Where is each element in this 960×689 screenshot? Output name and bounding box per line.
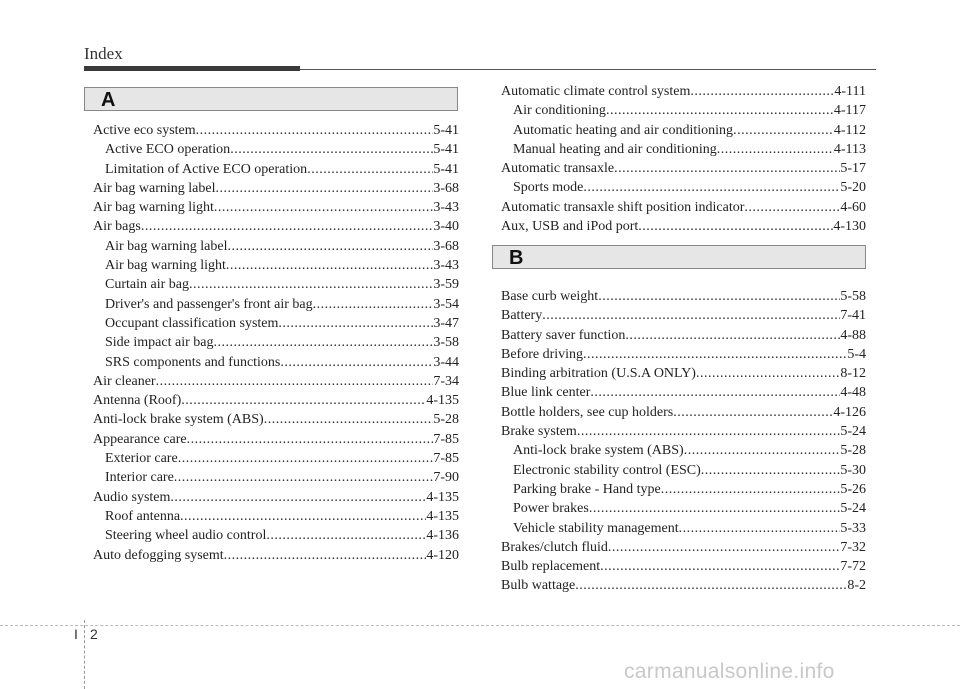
- index-entry: [501, 198, 866, 217]
- entry-page: 5-28: [840, 443, 866, 459]
- dot-leader: [313, 295, 434, 314]
- entry-text: Active ECO operation: [105, 142, 231, 158]
- dot-leader: [744, 198, 840, 217]
- entry-text: Air bag warning light: [93, 200, 214, 216]
- entry-text: Electronic stability control (ESC): [513, 462, 701, 478]
- dot-leader: [156, 372, 434, 391]
- index-entry: [501, 538, 866, 557]
- dot-leader: [684, 441, 841, 460]
- section-header-b: [492, 245, 866, 269]
- dot-leader: [542, 306, 840, 325]
- index-subentry: [93, 507, 459, 526]
- entry-page: 8-2: [847, 578, 866, 594]
- entry-text: Parking brake - Hand type: [513, 481, 661, 497]
- entry-page: 4-111: [834, 84, 866, 99]
- entry-text: Power brakes: [513, 501, 589, 517]
- dot-leader: [224, 546, 427, 565]
- index-entry: [501, 576, 866, 595]
- dot-leader: [170, 488, 426, 507]
- entry-page: 5-41: [433, 123, 459, 138]
- index-subentry: [501, 140, 866, 159]
- dot-leader: [280, 353, 433, 372]
- dot-leader: [590, 383, 840, 402]
- dot-leader: [625, 326, 840, 345]
- entry-page: 5-33: [840, 520, 866, 536]
- dot-leader: [701, 461, 841, 480]
- index-entry: [93, 410, 459, 429]
- index-subentry: [93, 333, 459, 352]
- entry-page: 7-72: [840, 559, 866, 575]
- entry-page: 5-24: [840, 424, 866, 440]
- index-subentry: [93, 140, 459, 159]
- entry-text: Bottle holders, see cup holders: [501, 404, 674, 420]
- index-entry: [93, 179, 459, 198]
- entry-text: Air conditioning: [513, 103, 606, 119]
- entry-text: Side impact air bag: [105, 335, 214, 351]
- entry-page: 4-136: [426, 528, 459, 544]
- dot-leader: [187, 430, 434, 449]
- entry-page: 5-20: [840, 180, 866, 196]
- index-subentry: [93, 256, 459, 275]
- index-entry: [501, 217, 866, 236]
- index-entry: [501, 287, 866, 306]
- entry-text: Audio system: [93, 489, 171, 505]
- dot-leader: [307, 160, 433, 179]
- index-column-right-b: [501, 287, 866, 596]
- index-entry: [93, 217, 459, 236]
- dot-leader: [733, 121, 834, 140]
- index-column-left: [93, 121, 459, 565]
- entry-page: 7-41: [840, 308, 866, 324]
- dot-leader: [266, 526, 426, 545]
- entry-text: SRS components and functions: [105, 354, 281, 370]
- entry-text: Bulb wattage: [501, 578, 576, 594]
- entry-page: 7-85: [433, 451, 459, 467]
- entry-page: 8-12: [840, 366, 866, 382]
- footer-page-number: 2: [90, 626, 98, 642]
- dot-leader: [606, 101, 834, 120]
- dot-leader: [264, 410, 434, 429]
- index-entry: [501, 82, 866, 101]
- index-entry: [93, 121, 459, 140]
- index-subentry: [93, 526, 459, 545]
- entry-text: Before driving: [501, 346, 584, 362]
- index-column-right-a: [501, 82, 866, 236]
- index-subentry: [93, 353, 459, 372]
- index-subentry: [93, 237, 459, 256]
- entry-page: 7-34: [433, 373, 459, 389]
- page-title: Index: [84, 44, 123, 63]
- entry-page: 4-48: [840, 385, 866, 401]
- index-subentry: [501, 178, 866, 197]
- entry-text: Appearance care: [93, 431, 187, 447]
- entry-text: Auto defogging sysemt: [93, 547, 224, 563]
- index-entry: [501, 364, 866, 383]
- dot-leader: [638, 217, 833, 236]
- index-subentry: [93, 468, 459, 487]
- index-subentry: [93, 275, 459, 294]
- index-subentry: [93, 295, 459, 314]
- entry-page: 3-44: [433, 354, 459, 370]
- dot-leader: [230, 140, 433, 159]
- dot-leader: [189, 275, 433, 294]
- index-entry: [501, 326, 866, 345]
- entry-page: 3-58: [433, 335, 459, 351]
- entry-text: Occupant classification system: [105, 315, 279, 331]
- entry-page: 7-90: [433, 470, 459, 486]
- entry-text: Active eco system: [93, 123, 196, 138]
- entry-text: Roof antenna: [105, 508, 181, 524]
- entry-page: 3-68: [433, 238, 459, 254]
- header-rule-thick: [84, 66, 300, 71]
- index-subentry: [93, 314, 459, 333]
- index-subentry: [93, 160, 459, 179]
- entry-text: Blue link center: [501, 385, 591, 401]
- dot-leader: [278, 314, 433, 333]
- index-subentry: [501, 461, 866, 480]
- dot-leader: [583, 345, 847, 364]
- footer-divider: [0, 625, 960, 626]
- dot-leader: [226, 256, 433, 275]
- entry-text: Battery: [501, 308, 543, 324]
- entry-text: Automatic heating and air conditioning: [513, 122, 734, 138]
- header-rule-thin: [300, 69, 876, 70]
- entry-page: 7-85: [433, 431, 459, 447]
- entry-page: 4-113: [833, 141, 866, 157]
- entry-text: Automatic transaxle shift position indicator: [501, 199, 745, 215]
- entry-page: 5-58: [840, 289, 866, 304]
- index-entry: [93, 546, 459, 565]
- index-entry: [501, 306, 866, 325]
- entry-page: 4-88: [840, 327, 866, 343]
- dot-leader: [583, 178, 840, 197]
- entry-page: 5-28: [433, 412, 459, 428]
- index-subentry: [501, 441, 866, 460]
- dot-leader: [577, 422, 841, 441]
- index-entry: [93, 372, 459, 391]
- entry-text: Curtain air bag: [105, 277, 189, 293]
- index-entry: [501, 403, 866, 422]
- entry-page: 7-32: [840, 539, 866, 555]
- entry-text: Binding arbitration (U.S.A ONLY): [501, 366, 696, 382]
- section-letter-b: B: [509, 247, 524, 269]
- entry-page: 4-135: [426, 489, 459, 505]
- entry-page: 4-135: [426, 393, 459, 409]
- dot-leader: [696, 364, 840, 383]
- entry-text: Interior care: [105, 470, 174, 486]
- dot-leader: [679, 519, 841, 538]
- dot-leader: [141, 217, 434, 236]
- index-entry: [93, 198, 459, 217]
- index-entry: [93, 430, 459, 449]
- entry-text: Air bag warning label: [105, 238, 228, 254]
- entry-page: 4-120: [426, 547, 459, 563]
- entry-text: Brakes/clutch fluid: [501, 539, 608, 555]
- dot-leader: [214, 198, 433, 217]
- entry-text: Manual heating and air conditioning: [513, 141, 717, 157]
- entry-text: Automatic climate control system: [501, 84, 691, 99]
- entry-page: 4-112: [833, 122, 866, 138]
- dot-leader: [213, 333, 433, 352]
- entry-text: Vehicle stability management: [513, 520, 679, 536]
- entry-page: 5-17: [840, 161, 866, 177]
- dot-leader: [661, 480, 841, 499]
- dot-leader: [180, 507, 426, 526]
- dot-leader: [196, 121, 434, 140]
- index-entry: [501, 159, 866, 178]
- index-subentry: [501, 121, 866, 140]
- entry-text: Driver's and passenger's front air bag: [105, 296, 313, 312]
- index-entry: [501, 383, 866, 402]
- entry-text: Bulb replacement: [501, 559, 601, 575]
- entry-page: 4-60: [840, 199, 866, 215]
- index-entry: [501, 422, 866, 441]
- entry-page: 5-41: [433, 161, 459, 177]
- index-entry: [93, 391, 459, 410]
- dot-leader: [227, 237, 433, 256]
- index-subentry: [501, 480, 866, 499]
- dot-leader: [598, 287, 840, 306]
- index-subentry: [501, 101, 866, 120]
- index-subentry: [93, 449, 459, 468]
- footer-section-letter: I: [74, 626, 78, 642]
- entry-text: Air cleaner: [93, 373, 156, 389]
- entry-text: Air bag warning label: [93, 180, 216, 196]
- dot-leader: [575, 576, 847, 595]
- dot-leader: [174, 468, 434, 487]
- watermark: carmanualsonline.info: [624, 660, 835, 683]
- entry-page: 5-26: [840, 481, 866, 497]
- index-entry: [501, 345, 866, 364]
- section-header-a: [84, 87, 458, 111]
- entry-text: Sports mode: [513, 180, 584, 196]
- index-entry: [501, 557, 866, 576]
- entry-page: 5-24: [840, 501, 866, 517]
- entry-text: Base curb weight: [501, 289, 599, 304]
- entry-page: 3-43: [433, 258, 459, 274]
- index-subentry: [501, 519, 866, 538]
- entry-text: Battery saver function: [501, 327, 626, 343]
- dot-leader: [178, 449, 434, 468]
- entry-page: 4-117: [833, 103, 866, 119]
- entry-text: Exterior care: [105, 451, 178, 467]
- index-subentry: [501, 499, 866, 518]
- entry-page: 3-59: [433, 277, 459, 293]
- entry-text: Steering wheel audio control: [105, 528, 267, 544]
- entry-text: Brake system: [501, 424, 577, 440]
- entry-text: Limitation of Active ECO operation: [105, 161, 308, 177]
- dot-leader: [614, 159, 840, 178]
- entry-page: 5-30: [840, 462, 866, 478]
- section-letter-a: A: [101, 89, 116, 111]
- entry-page: 3-47: [433, 315, 459, 331]
- entry-text: Automatic transaxle: [501, 161, 615, 177]
- entry-page: 4-135: [426, 508, 459, 524]
- dot-leader: [690, 82, 834, 101]
- footer-vertical-divider: [84, 620, 85, 689]
- dot-leader: [215, 179, 433, 198]
- dot-leader: [673, 403, 833, 422]
- entry-page: 5-4: [847, 346, 866, 362]
- dot-leader: [589, 499, 841, 518]
- entry-page: 5-41: [433, 142, 459, 158]
- entry-text: Anti-lock brake system (ABS): [93, 412, 264, 428]
- dot-leader: [608, 538, 840, 557]
- entry-text: Air bags: [93, 219, 141, 235]
- entry-page: 4-126: [833, 404, 866, 420]
- entry-page: 3-68: [433, 180, 459, 196]
- index-entry: [93, 488, 459, 507]
- entry-text: Aux, USB and iPod port: [501, 219, 639, 235]
- entry-page: 3-54: [433, 296, 459, 312]
- dot-leader: [717, 140, 834, 159]
- entry-page: 3-43: [433, 200, 459, 216]
- dot-leader: [181, 391, 426, 410]
- entry-page: 3-40: [433, 219, 459, 235]
- entry-text: Air bag warning light: [105, 258, 226, 274]
- entry-text: Antenna (Roof): [93, 393, 182, 409]
- entry-page: 4-130: [833, 219, 866, 235]
- dot-leader: [600, 557, 840, 576]
- entry-text: Anti-lock brake system (ABS): [513, 443, 684, 459]
